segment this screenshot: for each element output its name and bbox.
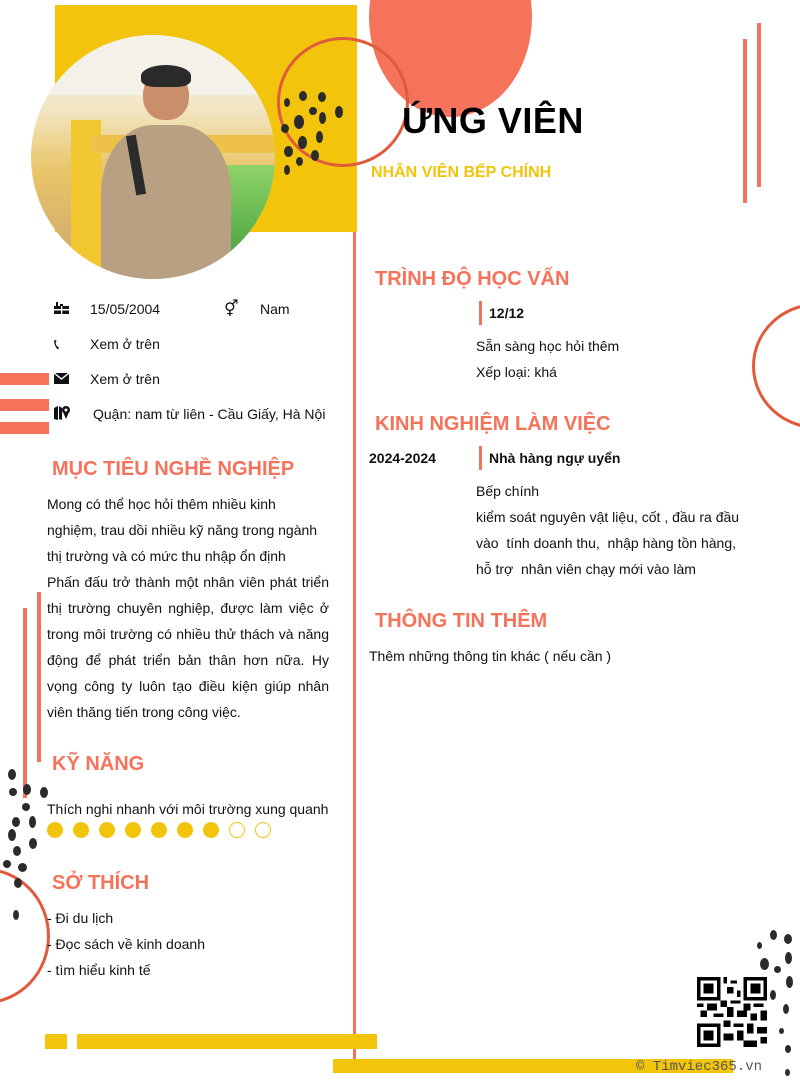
education-heading: TRÌNH ĐỘ HỌC VẤN <box>375 268 570 290</box>
hobby-item: - Đọc sách về kinh doanh <box>47 936 205 952</box>
birthday-cake-icon <box>54 301 90 317</box>
hobbies-heading: SỞ THÍCH <box>52 872 150 894</box>
rating-dot-filled <box>203 822 219 838</box>
avatar <box>31 35 275 279</box>
rating-dot-filled <box>125 822 141 838</box>
experience-line: vào tính doanh thu, nhập hàng tồn hàng, <box>476 535 736 551</box>
experience-period: 2024-2024 <box>369 450 436 466</box>
ring-decoration-left <box>0 868 50 1004</box>
skills-heading: KỸ NĂNG <box>52 753 145 775</box>
extra-info-heading: THÔNG TIN THÊM <box>375 610 548 632</box>
skill-rating <box>47 822 281 838</box>
candidate-name: ỨNG VIÊN <box>402 100 584 141</box>
address-value: Quận: nam từ liên - Cầu Giấy, Hà Nội <box>93 406 326 422</box>
education-line: Xếp loại: khá <box>476 364 557 380</box>
stripe-decoration <box>0 373 49 385</box>
gender-icon: ⚥ <box>224 301 239 318</box>
envelope-icon <box>54 371 90 387</box>
qr-code <box>697 977 767 1047</box>
objective-paragraph: Phấn đấu trở thành một nhân viên phát triển thị trường chuyên nghiệp, được làm việc ở trong môi trường có nhiều thử thách và năng động để phát triển bản thân hơn nữa. Hy vọng công ty luôn tạo điều kiện giúp nhân viên thăng tiến trong công việc. <box>47 574 329 720</box>
education-line: Sẵn sàng học hỏi thêm <box>476 338 620 354</box>
column-divider <box>353 232 356 1062</box>
hobby-item: - tìm hiểu kinh tế <box>47 962 151 978</box>
experience-details <box>476 478 739 582</box>
gender-value: Nam <box>260 301 290 317</box>
watermark: © Timviec365.vn <box>636 1059 763 1075</box>
vertical-line-decoration <box>743 39 747 203</box>
rating-dot-filled <box>99 822 115 838</box>
email-value: Xem ở trên <box>90 371 160 387</box>
experience-line: Bếp chính <box>476 483 540 499</box>
extra-info-text: Thêm những thông tin khác ( nếu cần ) <box>369 648 612 664</box>
ring-decoration-top <box>277 37 409 167</box>
birthday-value: 15/05/2004 <box>90 301 161 317</box>
vertical-line-decoration <box>757 23 761 187</box>
objective-text <box>47 491 329 725</box>
footer-bar-decoration <box>45 1034 67 1049</box>
hobbies-list <box>47 905 205 983</box>
experience-line: kiểm soát nguyên vật liệu, cốt , đầu ra đầu <box>476 509 740 525</box>
objective-paragraph: Mong có thể học hỏi thêm nhiều kinh nghiệm, trau dồi nhiều kỹ năng trong ngành thị trường và có mức thu nhập ổn định <box>47 496 318 564</box>
ring-decoration-right <box>752 303 800 429</box>
experience-heading: KINH NGHIỆM LÀM VIỆC <box>375 413 611 435</box>
skill-name: Thích nghi nhanh với môi trường xung quanh <box>47 801 329 817</box>
phone-value: Xem ở trên <box>90 336 160 352</box>
vertical-line-decoration <box>37 592 41 762</box>
footer-bar-decoration <box>77 1034 377 1049</box>
objective-heading: MỤC TIÊU NGHỀ NGHIỆP <box>52 458 295 480</box>
experience-line: hỗ trợ nhân viên chạy mới vào làm <box>476 561 696 577</box>
stripe-decoration <box>0 399 49 411</box>
vertical-line-decoration <box>23 608 27 798</box>
rating-dot-empty <box>229 822 245 838</box>
hobby-item: - Đi du lịch <box>47 910 114 926</box>
stripe-decoration <box>0 422 49 434</box>
education-details <box>476 333 619 385</box>
rating-dot-empty <box>255 822 271 838</box>
education-title: 12/12 <box>479 301 524 325</box>
phone-icon: 📞︎ <box>54 335 60 353</box>
job-position: NHÂN VIÊN BẾP CHÍNH <box>371 164 552 181</box>
rating-dot-filled <box>177 822 193 838</box>
rating-dot-filled <box>151 822 167 838</box>
experience-company: Nhà hàng ngự uyển <box>479 446 620 470</box>
map-marker-icon <box>54 405 93 423</box>
rating-dot-filled <box>47 822 63 838</box>
rating-dot-filled <box>73 822 89 838</box>
